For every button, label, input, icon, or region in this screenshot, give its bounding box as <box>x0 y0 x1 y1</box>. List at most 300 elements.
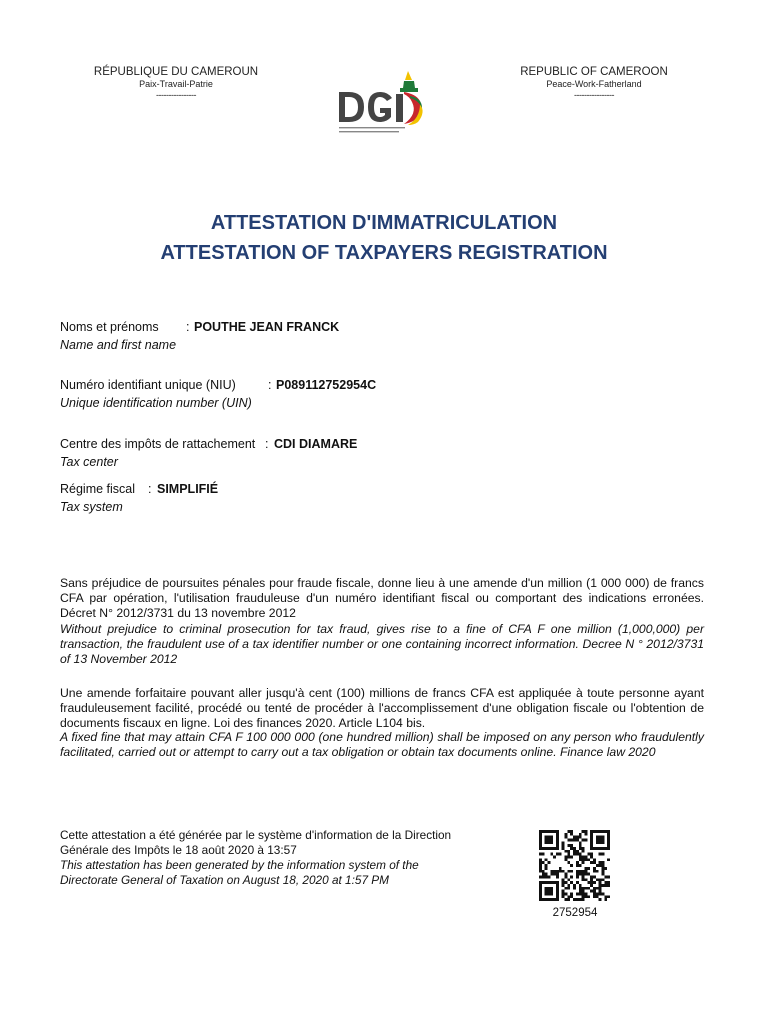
qr-module <box>601 873 604 876</box>
qr-module <box>539 881 542 884</box>
qr-module <box>596 870 599 873</box>
qr-module <box>570 847 573 850</box>
name-value: POUTHE JEAN FRANCK <box>194 320 340 334</box>
qr-module <box>579 864 582 867</box>
qr-module <box>582 830 585 833</box>
qr-module <box>556 853 559 856</box>
qr-module <box>567 861 570 864</box>
qr-module <box>601 836 604 839</box>
qr-module <box>584 870 587 873</box>
qr-module <box>570 830 573 833</box>
qr-module <box>590 884 593 887</box>
qr-module <box>556 844 559 847</box>
qr-module <box>579 884 582 887</box>
name-label-fr: Noms et prénoms <box>60 320 159 334</box>
qr-module <box>599 887 602 890</box>
qr-module <box>601 841 604 844</box>
qr-module <box>565 873 568 876</box>
separator-en: ---------------- <box>574 89 614 100</box>
qr-module <box>573 847 576 850</box>
niu-value: P089112752954C <box>276 378 377 392</box>
niu-colon: : <box>268 378 272 392</box>
qr-module <box>579 890 582 893</box>
qr-module <box>548 892 551 895</box>
qr-module <box>565 875 568 878</box>
qr-module <box>548 847 551 850</box>
qr-module <box>579 892 582 895</box>
qr-module <box>579 858 582 861</box>
qr-module <box>545 830 548 833</box>
motto-fr: Paix-Travail-Patrie <box>139 79 213 90</box>
qr-module <box>565 836 568 839</box>
qr-module <box>542 847 545 850</box>
qr-module <box>562 881 565 884</box>
qr-module <box>545 875 548 878</box>
qr-module <box>576 850 579 853</box>
qr-module <box>601 864 604 867</box>
qr-module <box>590 878 593 881</box>
qr-module <box>570 856 573 859</box>
qr-module <box>607 833 610 836</box>
qr-module <box>542 875 545 878</box>
qr-module <box>579 856 582 859</box>
qr-module <box>539 887 542 890</box>
qr-module <box>565 892 568 895</box>
qr-module <box>599 861 602 864</box>
document-title-fr: ATTESTATION D'IMMATRICULATION <box>210 212 558 234</box>
qr-module <box>582 873 585 876</box>
qr-module <box>548 830 551 833</box>
qr-module <box>556 881 559 884</box>
qr-module <box>550 873 553 876</box>
qr-module <box>550 881 553 884</box>
qr-module <box>570 892 573 895</box>
center-colon: : <box>265 437 269 451</box>
qr-module <box>607 847 610 850</box>
qr-module <box>601 867 604 870</box>
qr-module <box>567 850 570 853</box>
motto-en: Peace-Work-Fatherland <box>546 79 642 90</box>
qr-module <box>556 841 559 844</box>
qr-module <box>579 833 582 836</box>
qr-module <box>562 884 565 887</box>
qr-module <box>607 839 610 842</box>
qr-module <box>542 870 545 873</box>
qr-module <box>556 887 559 890</box>
qr-module <box>590 839 593 842</box>
qr-module <box>582 847 585 850</box>
qr-module <box>573 850 576 853</box>
qr-module <box>584 858 587 861</box>
qr-module <box>584 878 587 881</box>
qr-module <box>593 890 596 893</box>
qr-module <box>545 881 548 884</box>
qr-module <box>587 858 590 861</box>
qr-module <box>550 892 553 895</box>
legal-paragraph-1-fr: Sans préjudice de poursuites pénales pour fraude fiscale, donne lieu à une amende d'un million (1 000 000) de francs CFA par opération, l'utilisation frauduleuse d'un numéro identifiant fiscal ou comportant des indications erronées. Décret N° 2012/3731 du 13 novembre 2012 <box>60 576 704 621</box>
qr-module <box>550 870 553 873</box>
qr-module <box>582 861 585 864</box>
qr-module <box>567 884 570 887</box>
qr-module <box>542 873 545 876</box>
qr-module <box>590 836 593 839</box>
qr-module <box>590 847 593 850</box>
qr-module <box>604 884 607 887</box>
qr-module <box>596 839 599 842</box>
qr-module <box>567 870 570 873</box>
qr-module <box>582 895 585 898</box>
center-label-fr: Centre des impôts de rattachement <box>60 437 256 451</box>
qr-module <box>562 892 565 895</box>
qr-module <box>573 839 576 842</box>
qr-module <box>559 870 562 873</box>
qr-module <box>545 887 548 890</box>
qr-module <box>539 836 542 839</box>
qr-module <box>604 898 607 901</box>
regime-colon: : <box>148 482 152 496</box>
qr-module <box>596 895 599 898</box>
center-value: CDI DIAMARE <box>274 437 358 451</box>
qr-module <box>553 898 556 901</box>
qr-module <box>539 841 542 844</box>
qr-module <box>539 833 542 836</box>
qr-module <box>562 847 565 850</box>
qr-module <box>539 853 542 856</box>
qr-module <box>548 839 551 842</box>
niu-label-fr: Numéro identifiant unique (NIU) <box>60 378 236 392</box>
center-label-en: Tax center <box>60 455 118 469</box>
qr-module <box>556 870 559 873</box>
qr-module <box>565 887 568 890</box>
qr-module <box>599 892 602 895</box>
qr-module <box>576 864 579 867</box>
qr-module <box>601 847 604 850</box>
qr-module <box>582 875 585 878</box>
qr-module <box>582 858 585 861</box>
qr-module <box>576 870 579 873</box>
qr-module <box>542 853 545 856</box>
qr-module <box>539 839 542 842</box>
qr-module <box>545 890 548 893</box>
qr-module <box>565 898 568 901</box>
qr-module <box>556 875 559 878</box>
qr-module <box>607 844 610 847</box>
qr-module <box>601 892 604 895</box>
qr-module <box>590 844 593 847</box>
qr-module <box>607 841 610 844</box>
qr-module <box>596 836 599 839</box>
qr-module <box>582 856 585 859</box>
qr-module <box>562 844 565 847</box>
qr-module <box>539 864 542 867</box>
qr-module <box>590 875 593 878</box>
regime-label-en: Tax system <box>60 500 123 514</box>
qr-module <box>582 850 585 853</box>
qr-module <box>576 836 579 839</box>
qr-module <box>562 890 565 893</box>
qr-module <box>599 864 602 867</box>
qr-module <box>604 867 607 870</box>
generation-notice <box>60 828 500 887</box>
qr-module <box>556 847 559 850</box>
qr-module <box>562 895 565 898</box>
qr-module <box>607 884 610 887</box>
qr-module <box>570 844 573 847</box>
qr-module <box>607 875 610 878</box>
qr-module <box>570 864 573 867</box>
qr-module <box>567 887 570 890</box>
qr-module <box>539 892 542 895</box>
qr-module <box>542 861 545 864</box>
qr-module <box>545 867 548 870</box>
qr-module <box>567 878 570 881</box>
qr-module <box>567 856 570 859</box>
qr-module <box>556 839 559 842</box>
qr-module <box>576 898 579 901</box>
qr-module <box>545 892 548 895</box>
qr-module <box>593 887 596 890</box>
qr-module <box>587 895 590 898</box>
qr-module <box>601 884 604 887</box>
qr-module <box>565 881 568 884</box>
name-colon: : <box>186 320 190 334</box>
qr-module <box>596 887 599 890</box>
qr-module <box>539 884 542 887</box>
qr-module <box>570 875 573 878</box>
qr-module <box>550 847 553 850</box>
qr-module <box>576 873 579 876</box>
qr-code-icon <box>539 830 610 901</box>
qr-module <box>573 898 576 901</box>
qr-module <box>593 875 596 878</box>
qr-module <box>590 881 593 884</box>
qr-module <box>548 836 551 839</box>
qr-module <box>550 853 553 856</box>
qr-module <box>584 839 587 842</box>
qr-module <box>567 853 570 856</box>
qr-module <box>539 875 542 878</box>
qr-module <box>607 830 610 833</box>
qr-module <box>593 895 596 898</box>
qr-module <box>570 895 573 898</box>
qr-module <box>582 878 585 881</box>
qr-module <box>584 830 587 833</box>
qr-module <box>550 836 553 839</box>
qr-module <box>559 867 562 870</box>
qr-module <box>550 887 553 890</box>
qr-module <box>539 867 542 870</box>
qr-module <box>562 841 565 844</box>
qr-module <box>562 878 565 881</box>
qr-module <box>584 856 587 859</box>
qr-module <box>548 861 551 864</box>
generation-notice-en-line-1: This attestation has been generated by the information system of the <box>60 857 419 872</box>
qr-module <box>576 839 579 842</box>
qr-module <box>565 858 568 861</box>
qr-module <box>587 881 590 884</box>
qr-module <box>590 890 593 893</box>
qr-module <box>601 870 604 873</box>
qr-module <box>593 881 596 884</box>
qr-module <box>579 841 582 844</box>
qr-module <box>607 836 610 839</box>
qr-module <box>590 830 593 833</box>
qr-module <box>553 830 556 833</box>
qr-module <box>593 892 596 895</box>
qr-module <box>548 898 551 901</box>
qr-module <box>590 841 593 844</box>
qr-module <box>573 884 576 887</box>
qr-module <box>550 841 553 844</box>
qr-module <box>579 898 582 901</box>
generation-notice-en-line-2: Directorate General of Taxation on August 18, 2020 at 1:57 PM <box>60 872 389 887</box>
qr-module <box>556 898 559 901</box>
qr-module <box>584 895 587 898</box>
qr-module <box>550 890 553 893</box>
qr-module <box>593 858 596 861</box>
qr-module <box>604 881 607 884</box>
qr-module <box>587 867 590 870</box>
qr-module <box>567 895 570 898</box>
legal-paragraph-2-fr: Une amende forfaitaire pouvant aller jusqu'à cent (100) millions de francs CFA est appliquée à toute personne ayant frauduleusement facilité, procédé ou tenté de procéder à l'accomplissement d'une obligation fiscale ou l'obtention de documents fiscaux en ligne. Loi des finances 2020. Article L104 bis. <box>60 686 704 731</box>
qr-module <box>584 892 587 895</box>
qr-module <box>590 861 593 864</box>
qr-module <box>599 841 602 844</box>
qr-module <box>601 878 604 881</box>
qr-module <box>567 844 570 847</box>
qr-module <box>601 861 604 864</box>
qr-module <box>576 875 579 878</box>
qr-module <box>570 833 573 836</box>
qr-module <box>559 853 562 856</box>
qr-module <box>590 833 593 836</box>
qr-module <box>599 898 602 901</box>
qr-module <box>599 839 602 842</box>
qr-module <box>593 861 596 864</box>
qr-module <box>550 839 553 842</box>
qr-module <box>596 864 599 867</box>
qr-module <box>582 839 585 842</box>
qr-module <box>601 839 604 842</box>
qr-module <box>596 841 599 844</box>
qr-module <box>584 887 587 890</box>
qr-module <box>579 870 582 873</box>
qr-module <box>599 890 602 893</box>
qr-module <box>573 887 576 890</box>
qr-module <box>599 847 602 850</box>
qr-module <box>548 841 551 844</box>
qr-module <box>545 864 548 867</box>
niu-label-en: Unique identification number (UIN) <box>60 396 252 410</box>
qr-module <box>542 881 545 884</box>
qr-module <box>601 830 604 833</box>
qr-module <box>545 839 548 842</box>
qr-module <box>539 830 542 833</box>
qr-module <box>545 836 548 839</box>
generation-notice-fr-line-1: Cette attestation a été générée par le système d'information de la Direction <box>60 828 452 842</box>
qr-module <box>548 887 551 890</box>
qr-module <box>548 890 551 893</box>
document-title-en: ATTESTATION OF TAXPAYERS REGISTRATION <box>160 242 608 264</box>
qr-module <box>556 833 559 836</box>
qr-module <box>542 898 545 901</box>
qr-module <box>553 847 556 850</box>
qr-module <box>607 881 610 884</box>
qr-module <box>545 841 548 844</box>
regime-value: SIMPLIFIÉ <box>157 482 219 496</box>
qr-module <box>587 873 590 876</box>
qr-module <box>579 873 582 876</box>
qr-module <box>545 873 548 876</box>
qr-module <box>556 873 559 876</box>
qr-module <box>607 858 610 861</box>
qr-module <box>553 881 556 884</box>
qr-module <box>539 870 542 873</box>
qr-code-number: 2752954 <box>552 907 598 919</box>
qr-module <box>596 892 599 895</box>
qr-code <box>539 830 610 901</box>
qr-module <box>590 856 593 859</box>
qr-module <box>604 847 607 850</box>
qr-module <box>567 898 570 901</box>
qr-module <box>570 839 573 842</box>
qr-module <box>596 847 599 850</box>
qr-module <box>604 830 607 833</box>
qr-module <box>539 895 542 898</box>
qr-module <box>584 873 587 876</box>
country-name-en: REPUBLIC OF CAMEROON <box>520 66 668 78</box>
qr-module <box>573 836 576 839</box>
qr-module <box>579 887 582 890</box>
qr-module <box>565 833 568 836</box>
qr-module <box>567 830 570 833</box>
dgi-logo <box>334 68 434 138</box>
qr-module <box>593 870 596 873</box>
legal-paragraph-2-en: A fixed fine that may attain CFA F 100 000 000 (one hundred million) shall be imposed on any person who fraudulently facilitated, carried out or attempt to carry out a tax obligation or obtain tax documents online. Finance law 2020 <box>60 730 704 760</box>
qr-module <box>599 884 602 887</box>
qr-module <box>582 892 585 895</box>
qr-module <box>579 844 582 847</box>
qr-module <box>570 870 573 873</box>
qr-module <box>556 836 559 839</box>
qr-module <box>587 853 590 856</box>
qr-module <box>576 853 579 856</box>
qr-module <box>556 884 559 887</box>
qr-module <box>556 892 559 895</box>
name-label-en: Name and first name <box>60 338 177 352</box>
separator-fr: ---------------- <box>156 89 196 100</box>
qr-module <box>539 861 542 864</box>
dgi-logo-icon <box>334 68 434 138</box>
qr-module <box>587 887 590 890</box>
qr-module <box>593 847 596 850</box>
qr-module <box>545 898 548 901</box>
qr-module <box>593 830 596 833</box>
qr-module <box>539 858 542 861</box>
qr-module <box>604 875 607 878</box>
qr-module <box>599 878 602 881</box>
regime-label-fr: Régime fiscal <box>60 482 136 496</box>
qr-module <box>539 890 542 893</box>
qr-module <box>548 875 551 878</box>
generation-notice-fr-line-2: Générale des Impôts le 18 août 2020 à 13:57 <box>60 842 297 857</box>
qr-module <box>604 895 607 898</box>
header-left <box>70 66 282 100</box>
qr-module <box>553 873 556 876</box>
qr-module <box>599 853 602 856</box>
qr-module <box>601 853 604 856</box>
qr-module <box>584 833 587 836</box>
